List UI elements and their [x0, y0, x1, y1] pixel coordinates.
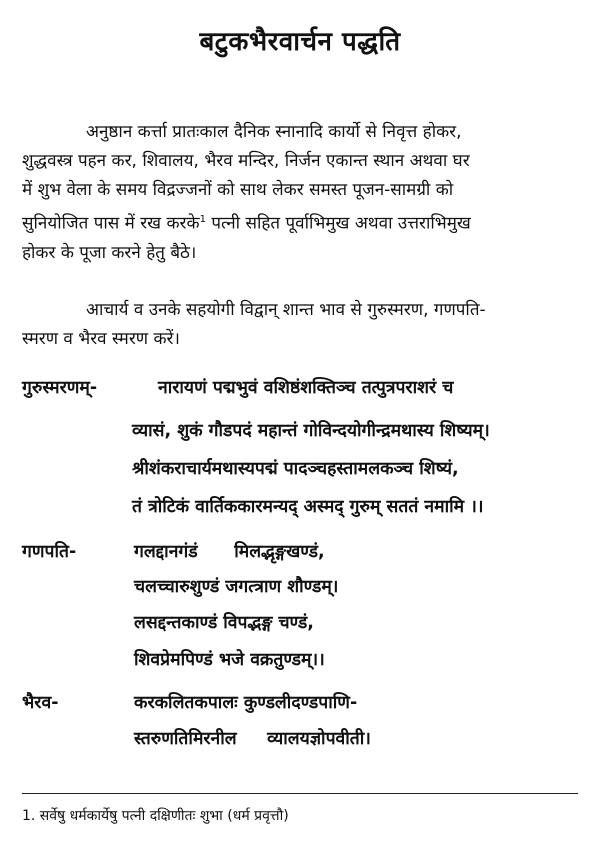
paragraph-line: अनुष्ठान कर्त्ता प्रातःकाल दैनिक स्नानादि कार्यो से निवृत्त होकर, — [86, 122, 462, 142]
footnote-marker: 1 — [199, 214, 206, 225]
paragraph-line: होकर के पूजा करने हेतु बैठे। — [22, 242, 197, 263]
guru-verse-line: व्यासं, शुकं गौडपदं महान्तं गोविन्दयोगीन्द्रमथास्य शिष्यम्। — [132, 421, 490, 441]
paragraph-line: आचार्य व उनके सहयोगी विद्वान् शान्त भाव से गुरुस्मरण, गणपति- — [86, 300, 486, 320]
guru-verse-line: नारायणं पद्मभुवं वशिष्ठंशक्तिञ्च तत्पुत्रपराशरं च — [158, 378, 454, 398]
footnote-divider — [22, 793, 578, 794]
ganapati-verse-line: लसद्दन्तकाण्डं विपद्भङ्ग चण्डं, — [134, 613, 314, 633]
ganapati-verse-line: शिवप्रेमपिण्डं भजे वक्रतुण्डम्।। — [134, 650, 325, 670]
footnote: 1. सर्वेषु धर्मकार्येषु पत्नी दक्षिणीतः शुभा (धर्म प्रवृत्तौ) — [22, 808, 289, 824]
guru-verse-label: गुरुस्मरणम्- — [22, 378, 98, 398]
bhairava-verse-line: करकलितकपालः कुण्डलीदण्डपाणि- — [134, 693, 358, 713]
guru-verse-line: श्रीशंकराचार्यमथास्यपद्मं पादञ्चहस्तामलकञ्च शिष्यं, — [132, 459, 459, 479]
guru-verse-line: तं त्रोटिकं वार्तिककारमन्यद् अस्मद् गुरुम् सततं नमामि ।। — [132, 497, 484, 517]
paragraph-line: में शुभ वेला के समय विद्रज्जनों को साथ लेकर समस्त पूजन-सामग्री को — [22, 180, 454, 200]
bhairava-verse-label: भैरव- — [22, 693, 59, 713]
paragraph-line: शुद्धवस्त्र पहन कर, शिवालय, भैरव मन्दिर, निर्जन एकान्त स्थान अथवा घर — [22, 151, 470, 171]
page-title: बटुकभैरवार्चन पद्धति — [199, 27, 401, 57]
paragraph-line: स्मरण व भैरव स्मरण करें। — [22, 329, 180, 349]
ganapati-verse-line: गलद्दानगंडं मिलद्भृङ्गखण्डं, — [134, 542, 325, 562]
ganapati-verse-label: गणपति- — [22, 542, 77, 562]
paragraph-line: सुनियोजित पास में रख करके$^1$ पत्नी सहित पूर्वाभिमुख अथवा उत्तराभिमुख — [22, 213, 471, 234]
bhairava-verse-line: स्तरुणतिमिरनील व्यालयज्ञोपवीती। — [134, 729, 371, 749]
ganapati-verse-line: चलच्चारुशुण्डं जगत्त्राण शौण्डम्। — [134, 577, 339, 597]
intro-paragraph — [22, 118, 578, 268]
smarana-paragraph — [22, 296, 578, 354]
